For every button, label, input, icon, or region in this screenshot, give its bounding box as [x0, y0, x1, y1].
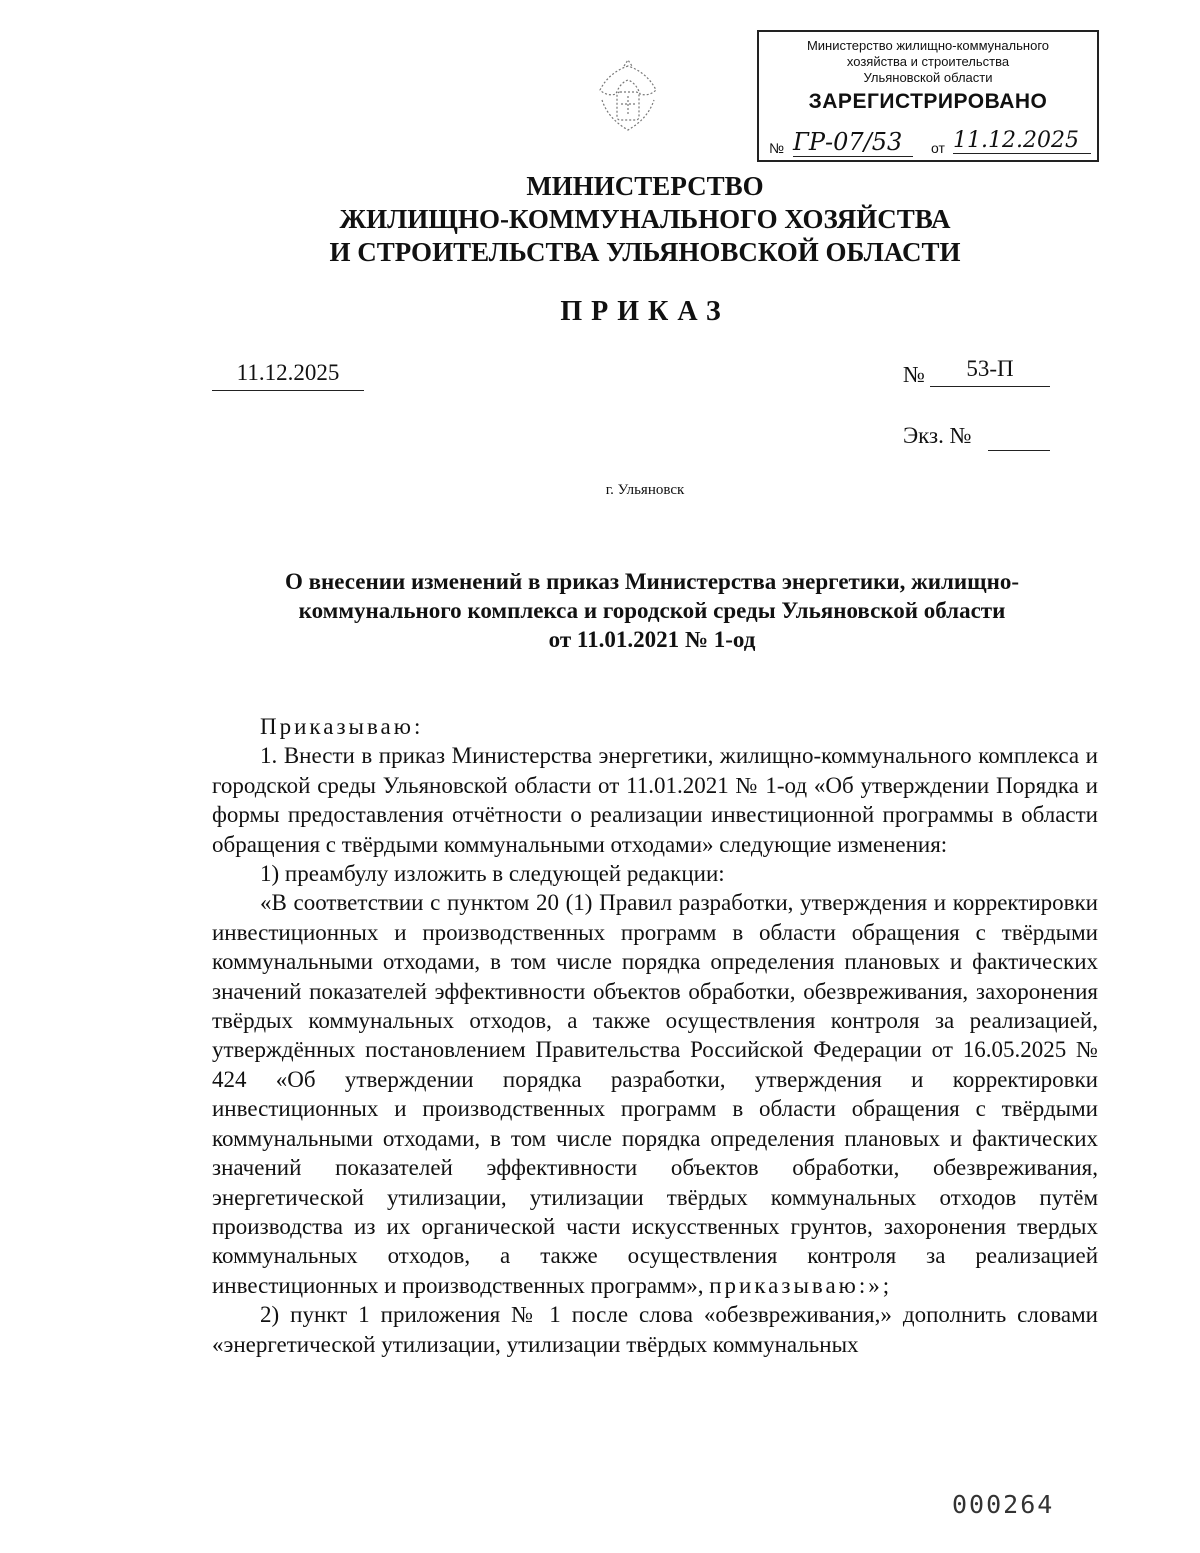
subject-line-1: О внесении изменений в приказ Министерства энергетики, жилищно- — [284, 569, 1020, 594]
stamp-line-2: хозяйства и строительства — [846, 54, 1010, 69]
ministry-line-1: МИНИСТЕРСТВО — [526, 171, 764, 201]
copy-number-label: Экз. № — [903, 423, 972, 448]
paragraph-4: 2) пункт 1 приложения № 1 после слова «обезвреживания,» дополнить словами «энергетической утилизации, утилизации твёрдых коммунальных — [212, 1302, 1098, 1357]
ministry-line-3: И СТРОИТЕЛЬСТВА УЛЬЯНОВСКОЙ ОБЛАСТИ — [329, 237, 961, 267]
document-number-label: № — [903, 362, 925, 387]
paragraph-1: 1. Внести в приказ Министерства энергетики, жилищно-коммунального комплекса и городской среды Ульяновской области от 11.01.2021 № 1-од «Об утверждении Порядка и формы предоставления отчётности о реализации инвестиционной программы в области обращения с твёрдыми коммунальными отходами» следующие изменения: — [212, 743, 1098, 857]
document-type: ПРИКАЗ — [560, 296, 730, 327]
stamp-date-value: 11.12.2025 — [953, 128, 1091, 154]
subject-line-3: от 11.01.2021 № 1-од — [548, 627, 756, 652]
copy-number-field — [988, 424, 1050, 451]
document-date: 11.12.2025 — [212, 360, 364, 391]
ministry-line-2: ЖИЛИЩНО-КОММУНАЛЬНОГО ХОЗЯЙСТВА — [339, 204, 951, 234]
document-number: 53-П — [930, 356, 1050, 387]
page-stamp-number: 000264 — [952, 1490, 1055, 1519]
document-body — [212, 712, 1098, 1359]
registration-stamp — [757, 30, 1099, 162]
stamp-number-label: № — [769, 140, 785, 156]
stamp-date-label: от — [931, 140, 945, 156]
stamp-registered: ЗАРЕГИСТРИРОВАНО — [808, 90, 1048, 113]
stamp-number-value: ГР-07/53 — [793, 128, 913, 157]
city: г. Ульяновск — [605, 482, 685, 498]
paragraph-3-text: «В соответствии с пунктом 20 (1) Правил разработки, утверждения и корректировки инвестиционных и производственных программ в области обращения с твёрдыми коммунальными отходами, в том числе порядка определения плановых и фактических значений показателей эффективности объектов обработки, обезвреживания, захоронения твёрдых коммунальных отходов, а также осуществления контроля за реализацией, утверждённых постановлением Правительства Российской Федерации от 16.05.2025 № 424 «Об утверждении порядка разработки, утверждения и корректировки инвестиционных и производственных программ в области обращения с твёрдыми коммунальными отходами, в том числе порядка определения плановых и фактических значений показателей эффективности объектов обработки, обезвреживания, энергетической утилизации, утилизации твёрдых коммунальных отходов путём производства из их органической части искусственных грунтов, захоронения твердых коммунальных отходов, а также осуществления контроля за реализацией инвестиционных и производственных программ», — [212, 890, 1098, 1298]
paragraph-3 — [212, 888, 1098, 1300]
paragraph-3-order-word: приказываю:»; — [709, 1272, 893, 1298]
order-word: Приказываю: — [260, 714, 424, 739]
stamp-number-row — [769, 128, 1091, 158]
coat-of-arms-emblem — [588, 60, 668, 140]
document-subject — [212, 567, 1092, 654]
paragraph-2: 1) преамбулу изложить в следующей редакции: — [260, 861, 725, 887]
subject-line-2: коммунального комплекса и городской среды Ульяновской области — [298, 598, 1006, 623]
ministry-heading — [250, 170, 1040, 269]
stamp-line-3: Ульяновской области — [863, 70, 993, 85]
stamp-line-1: Министерство жилищно-коммунального — [806, 38, 1050, 53]
